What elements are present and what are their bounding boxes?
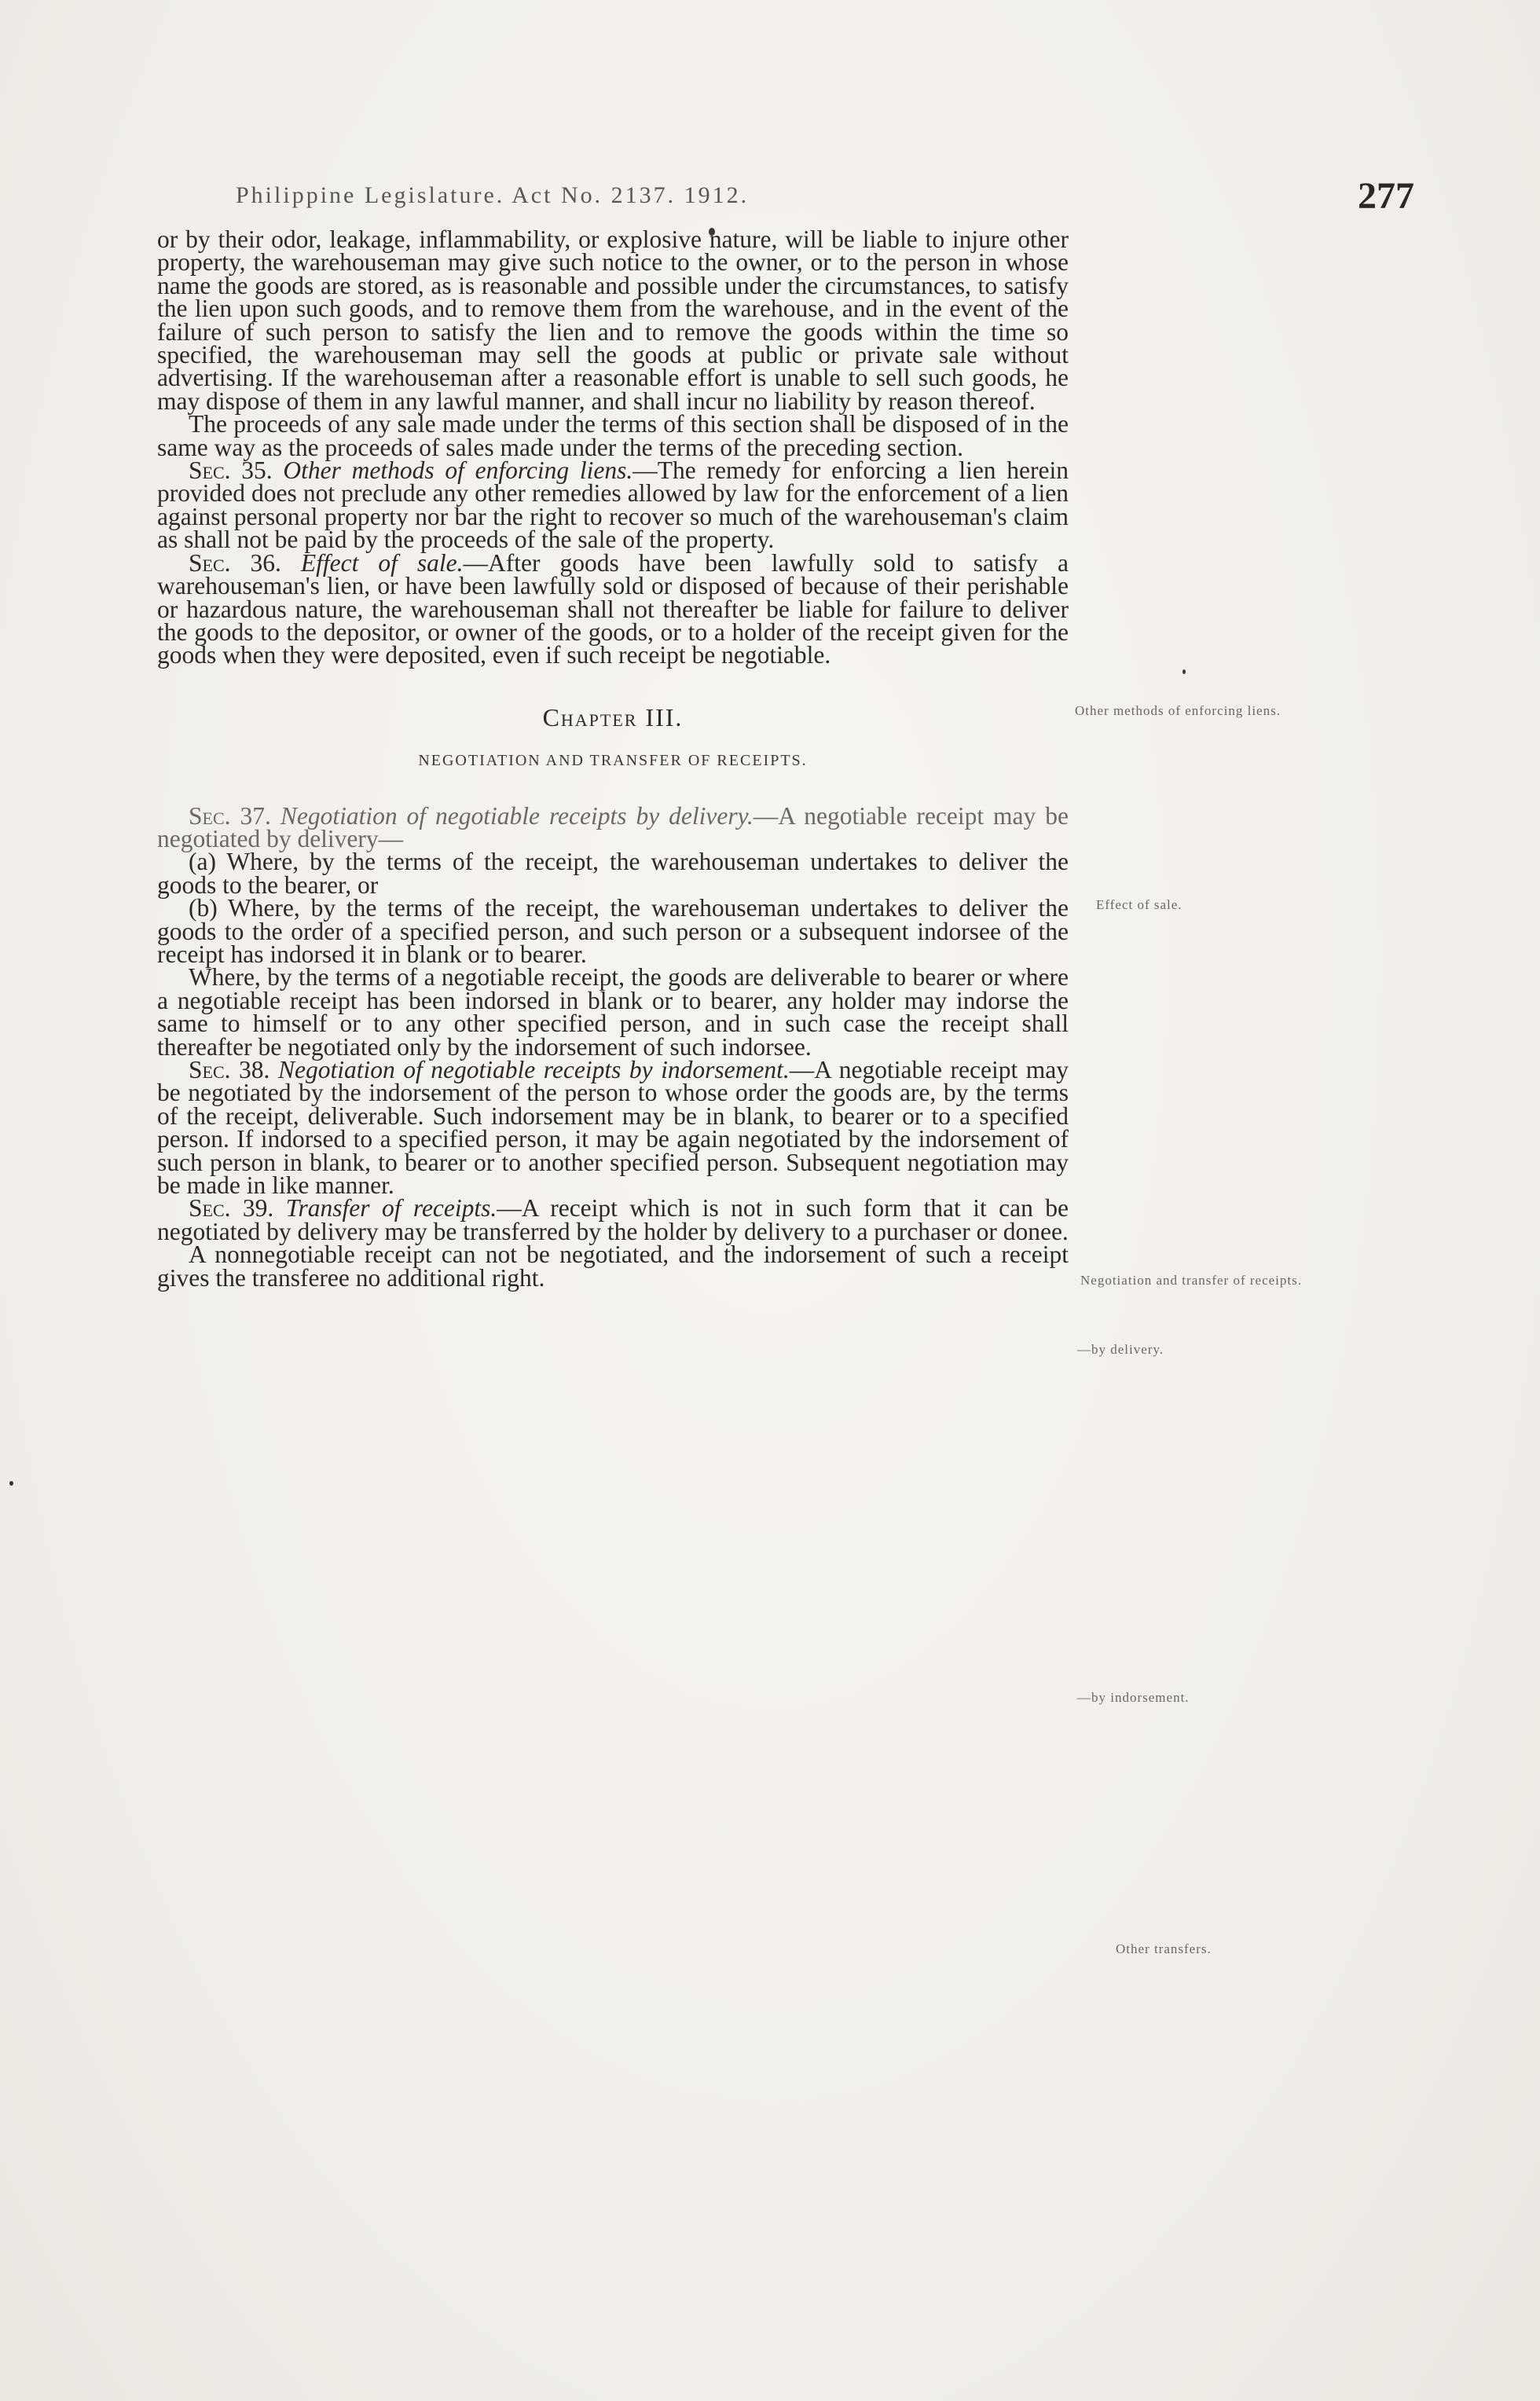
section-38	[157, 1056, 1069, 1200]
section-label: Sec. 38.	[189, 1056, 270, 1083]
section-text: —A receipt which is not in such form that it can be negotiated by delivery may be transferred by the holder by delivery to a purchaser or donee.	[157, 1194, 1069, 1245]
running-header	[236, 174, 1414, 222]
section-title: Effect of sale.	[300, 548, 464, 577]
header-title: Philippine Legislature. Act No. 2137. 1912.	[236, 182, 750, 208]
section-36	[157, 548, 1069, 669]
margin-note-effect-of-sale: Effect of sale.	[1096, 897, 1182, 912]
section-title: Transfer of receipts.	[285, 1194, 497, 1222]
margin-note-other-transfers: Other transfers.	[1116, 1941, 1212, 1956]
section-text: —A negotiable receipt may be negotiated by delivery—	[157, 801, 1069, 852]
section-39	[157, 1194, 1069, 1245]
section-35	[157, 456, 1069, 554]
section-text: —A negotiable receipt may be negotiated by the indorsement of the person to whose order the goods are, by the terms of the receipt, deliverable. Such indorsement may be in blank, to bearer or to a specified person. If indorsed to a specified person, it may be again negotiated by the indorsement of such person in blank, to bearer or to another specified person. Subsequent negotiation may be made in like manner.	[157, 1056, 1069, 1200]
section-37-a: (a) Where, by the terms of the receipt, the warehouseman undertakes to deliver the goods to the bearer, or	[157, 848, 1069, 899]
margin-note-negotiation-transfer: Negotiation and transfer of receipts.	[1080, 1273, 1302, 1288]
body-text	[157, 225, 1069, 1292]
section-37	[157, 801, 1069, 852]
section-label: Sec. 36.	[189, 548, 281, 577]
section-label: Sec. 37.	[189, 801, 271, 830]
chapter-heading: Chapter III.	[542, 702, 684, 731]
section-37-c: Where, by the terms of a negotiable receipt, the goods are deliverable to bearer or where a negotiable receipt has been indorsed in blank or to bearer, any holder may indorse the same to himself or to any other specified person, and in such case the receipt shall thereafter be negotiated only by the indorsement of such indorsee.	[157, 963, 1069, 1061]
section-37-b: (b) Where, by the terms of the receipt, the warehouseman undertakes to deliver the goods to the order of a specified person, and such person or a subsequent indorsee of the receipt has indorsed it in blank or to bearer.	[157, 894, 1069, 968]
paragraph-continued: or by their odor, leakage, inflammability, or explosive nature, will be liable to injure other property, the warehouseman may give such notice to the owner, or to the person in whose name the goods are stored, as is reasonable and possible under the circumstances, to satisfy the lien upon such goods, and to remove them from the warehouse, and in the event of the failure of such person to satisfy the lien and to remove the goods within the time so specified, the warehouseman may sell the goods at public or private sale without advertising. If the warehouseman after a reasonable effort is unable to sell such goods, he may dispose of them in any lawful manner, and shall incur no liability by reason thereof.	[157, 225, 1069, 415]
section-text: —After goods have been lawfully sold to satisfy a warehouseman's lien, or have been lawfully sold or disposed of because of their perishable or hazardous nature, the warehouseman shall not thereafter be liable for failure to deliver the goods to the depositor, or owner of the goods, or to a holder of the receipt given for the goods when they were deposited, even if such receipt be negotiable.	[157, 548, 1069, 669]
ink-speck	[9, 1481, 13, 1486]
section-title: Negotiation of negotiable receipts by indorsement.	[277, 1056, 790, 1083]
section-title: Negotiation of negotiable receipts by delivery.	[280, 801, 754, 830]
section-label: Sec. 35.	[189, 456, 273, 485]
margin-note-enforcing-liens: Other methods of enforcing liens.	[1075, 703, 1281, 718]
section-39-b: A nonnegotiable receipt can not be negotiated, and the indorsement of such a receipt gives the transferee no additional right.	[157, 1241, 1069, 1292]
page-number: 277	[1358, 175, 1414, 217]
section-title: Other methods of enforcing liens.	[283, 456, 633, 485]
chapter-subheading: NEGOTIATION AND TRANSFER OF RECEIPTS.	[418, 752, 808, 770]
paragraph-proceeds: The proceeds of any sale made under the terms of this section shall be disposed of in the same way as the proceeds of sales made under the terms of the preceding section.	[157, 410, 1069, 461]
margin-note-by-indorsement: —by indorsement.	[1077, 1690, 1190, 1705]
section-text: —The remedy for enforcing a lien herein provided does not preclude any other remedies allowed by law for the enforcement of a lien against personal property nor bar the right to recover so much of the warehouseman's claim as shall not be paid by the proceeds of the sale of the property.	[157, 456, 1069, 554]
margin-note-by-delivery: —by delivery.	[1077, 1342, 1164, 1357]
section-label: Sec. 39.	[189, 1194, 274, 1222]
ink-speck	[1182, 669, 1186, 674]
